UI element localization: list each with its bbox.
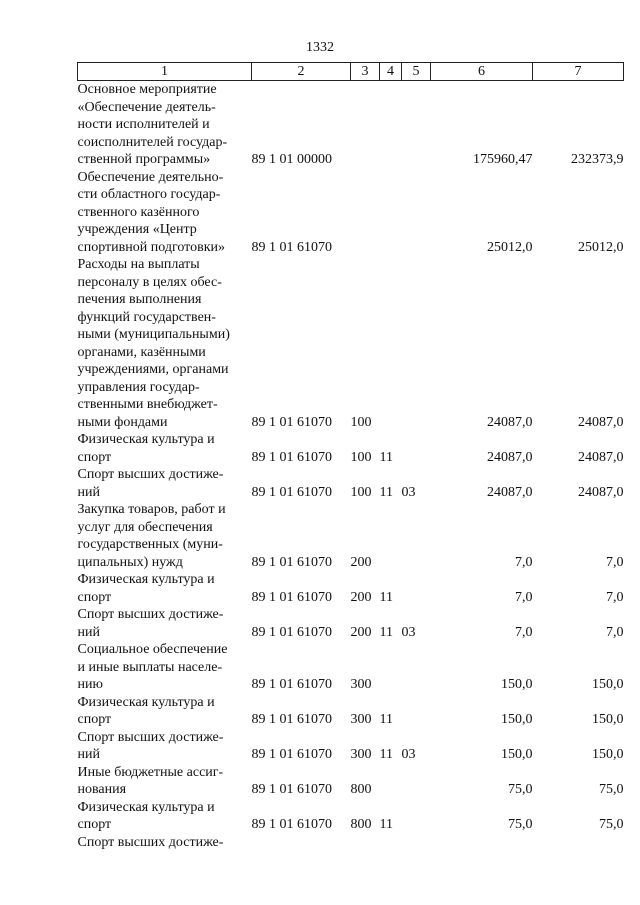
row-section: 11	[379, 589, 393, 605]
row-amount-col7: 75,0	[599, 782, 624, 797]
row-name: Иные бюджетные ассиг- нования	[77, 764, 224, 797]
row-amount-col7: 7,0	[606, 624, 624, 640]
table-row	[78, 641, 624, 694]
column-header: 4	[380, 63, 402, 81]
row-section	[380, 764, 402, 799]
row-section: 11	[379, 484, 393, 500]
row-target-code	[252, 834, 351, 852]
row-expense-type: 800	[350, 782, 372, 797]
table-row	[78, 729, 624, 764]
row-amount-col6: 7,0	[515, 554, 533, 570]
row-expense-type: 200	[350, 624, 372, 640]
row-amount-col6	[431, 834, 533, 852]
row-amount-col7: 7,0	[606, 589, 624, 605]
row-amount-col7: 24087,0	[578, 484, 624, 500]
row-amount-col7: 150,0	[592, 677, 624, 692]
table-row	[78, 799, 624, 834]
row-expense-type: 300	[350, 677, 372, 692]
table-row	[78, 81, 624, 169]
row-amount-col7: 150,0	[592, 712, 624, 727]
row-name: Расходы на выплаты персоналу в целях обес- печения выполнения функций государствен- ными (муниципальными) органами, казёнными учреждениями, органами управления государ- ственными внебюджет- ными фондами	[77, 257, 230, 430]
row-name: Физическая культура и спорт	[77, 572, 215, 605]
table-row	[78, 694, 624, 729]
row-section: 11	[379, 747, 393, 762]
row-name: Физическая культура и спорт	[77, 432, 215, 465]
row-expense-type	[351, 169, 380, 257]
table-row	[78, 834, 624, 852]
row-section: 11	[379, 624, 393, 640]
row-amount-col7: 232373,9	[571, 152, 624, 167]
row-subsection: 03	[401, 484, 416, 500]
row-expense-type	[351, 834, 380, 852]
row-amount-col6: 150,0	[501, 712, 533, 727]
row-amount-col6: 175960,47	[473, 152, 533, 167]
table-header	[78, 63, 624, 81]
row-subsection	[402, 764, 431, 799]
row-amount-col6: 7,0	[515, 589, 533, 605]
row-amount-col7: 24087,0	[578, 414, 624, 430]
table-row	[78, 256, 624, 431]
row-name: Физическая культура и спорт	[77, 799, 215, 832]
table-row	[78, 431, 624, 466]
budget-table	[77, 62, 624, 851]
table-body	[78, 81, 624, 852]
table-row	[78, 764, 624, 799]
row-amount-col7: 7,0	[606, 554, 624, 570]
row-target-code: 89 1 01 61070	[251, 589, 332, 605]
row-expense-type: 800	[350, 817, 372, 832]
row-subsection	[402, 641, 431, 694]
column-header: 5	[402, 63, 431, 81]
row-target-code: 89 1 01 61070	[251, 554, 332, 570]
row-amount-col6: 75,0	[508, 782, 533, 797]
row-amount-col6: 7,0	[515, 624, 533, 640]
row-target-code: 89 1 01 61070	[251, 484, 332, 500]
page-number: 1332	[306, 40, 334, 55]
row-expense-type: 200	[350, 554, 372, 570]
row-target-code: 89 1 01 61070	[251, 449, 332, 465]
row-subsection	[402, 501, 431, 571]
row-expense-type: 100	[350, 449, 372, 465]
row-name: Спорт высших достиже-	[77, 834, 224, 850]
row-expense-type	[351, 81, 380, 169]
row-amount-col6: 24087,0	[487, 484, 533, 500]
row-amount-col6: 150,0	[501, 677, 533, 692]
row-subsection	[402, 169, 431, 257]
table-row	[78, 501, 624, 571]
table-row	[78, 606, 624, 641]
row-amount-col6: 150,0	[501, 747, 533, 762]
column-header: 3	[351, 63, 380, 81]
row-target-code: 89 1 01 61070	[251, 782, 332, 797]
row-name: Спорт высших достиже- ний	[77, 467, 224, 500]
column-header: 1	[78, 63, 252, 81]
table-row	[78, 169, 624, 257]
row-target-code: 89 1 01 61070	[251, 817, 332, 832]
row-subsection	[402, 431, 431, 466]
row-section	[380, 81, 402, 169]
row-name: Социальное обеспечение и иные выплаты населе- нию	[77, 642, 228, 692]
table-row	[78, 571, 624, 606]
row-amount-col7: 150,0	[592, 747, 624, 762]
row-expense-type: 300	[350, 712, 372, 727]
row-amount-col6: 24087,0	[487, 449, 533, 465]
row-expense-type: 200	[350, 589, 372, 605]
column-header: 7	[533, 63, 624, 81]
table-row	[78, 466, 624, 501]
row-amount-col7: 24087,0	[578, 449, 624, 465]
row-section	[380, 256, 402, 431]
row-section	[380, 834, 402, 852]
row-amount-col6: 25012,0	[487, 239, 533, 255]
row-section	[380, 641, 402, 694]
row-subsection	[402, 256, 431, 431]
row-target-code: 89 1 01 61070	[251, 677, 332, 692]
column-header: 6	[431, 63, 533, 81]
row-name: Основное мероприятие «Обеспечение деятель- ности исполнителей и соисполнителей государ- ственной программы»	[77, 82, 228, 167]
row-name: Обеспечение деятельно- сти областного государ- ственного казённого учреждения «Центр спортивной подготовки»	[77, 169, 225, 255]
row-amount-col7: 75,0	[599, 817, 624, 832]
row-subsection	[402, 571, 431, 606]
row-expense-type: 100	[350, 484, 372, 500]
row-target-code: 89 1 01 00000	[251, 152, 332, 167]
row-target-code: 89 1 01 61070	[251, 624, 332, 640]
row-section	[380, 501, 402, 571]
row-name: Спорт высших достиже- ний	[77, 729, 224, 762]
row-subsection	[402, 799, 431, 834]
row-amount-col6: 75,0	[508, 817, 533, 832]
row-name: Закупка товаров, работ и услуг для обеспечения государственных (муни- ципальных) нужд	[77, 502, 226, 570]
row-target-code: 89 1 01 61070	[251, 239, 332, 255]
row-amount-col6: 24087,0	[487, 414, 533, 430]
row-section: 11	[379, 449, 393, 465]
row-name: Спорт высших достиже- ний	[77, 607, 224, 640]
row-name: Физическая культура и спорт	[77, 694, 215, 727]
row-section	[380, 169, 402, 257]
row-section: 11	[379, 817, 393, 832]
row-subsection: 03	[401, 624, 416, 640]
row-subsection	[402, 694, 431, 729]
row-section: 11	[379, 712, 393, 727]
row-expense-type: 100	[350, 414, 372, 430]
row-target-code: 89 1 01 61070	[251, 747, 332, 762]
row-target-code: 89 1 01 61070	[251, 414, 332, 430]
column-header: 2	[252, 63, 351, 81]
row-amount-col7: 25012,0	[578, 239, 624, 255]
row-expense-type: 300	[350, 747, 372, 762]
row-amount-col7	[533, 834, 624, 852]
row-subsection: 03	[401, 747, 416, 762]
row-subsection	[402, 81, 431, 169]
row-subsection	[402, 834, 431, 852]
row-target-code: 89 1 01 61070	[251, 712, 332, 727]
